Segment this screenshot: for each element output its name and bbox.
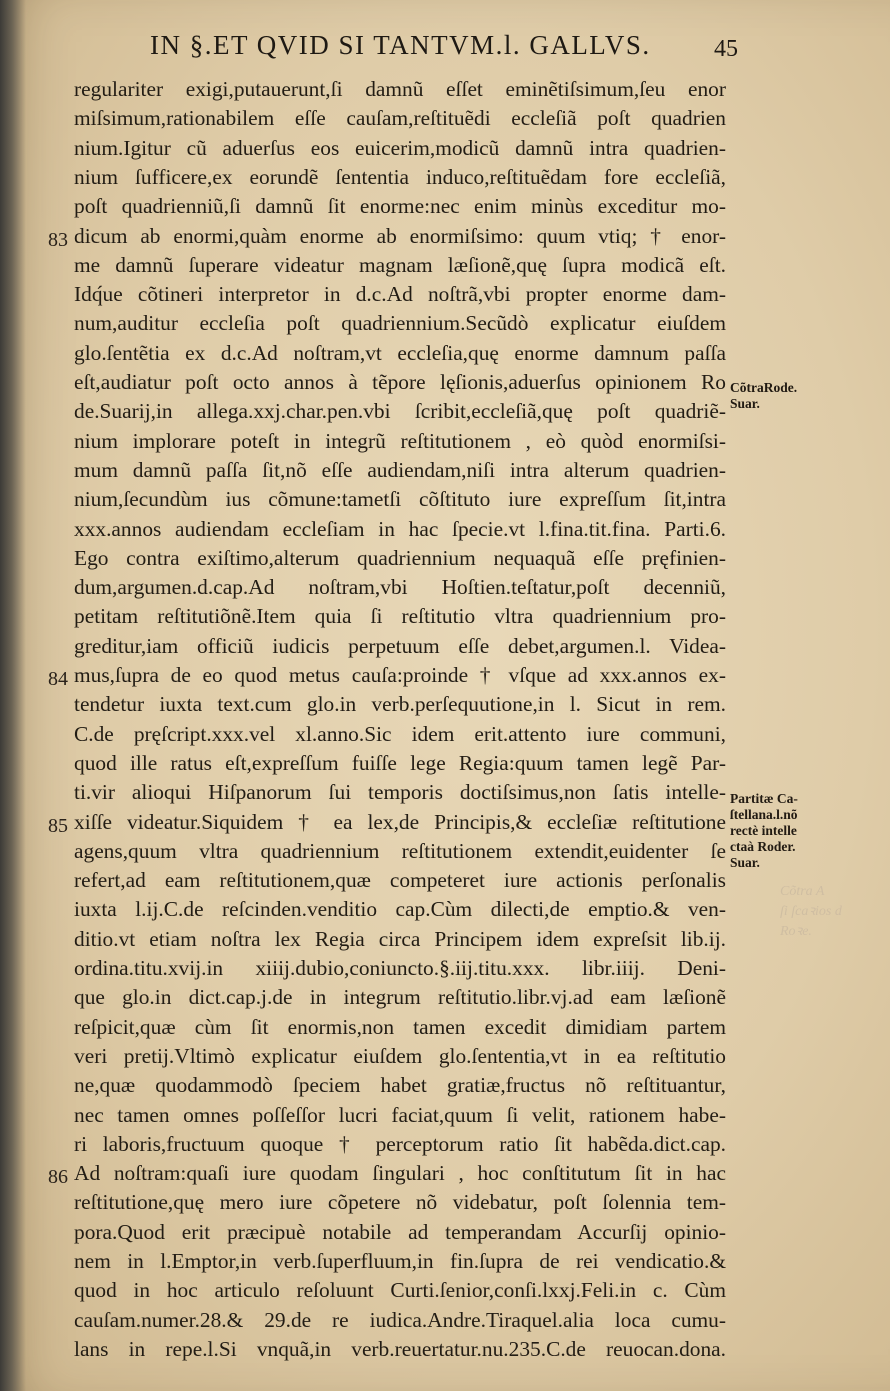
text-line: regulariter exigi,putauerunt,ſi damnũ eſſet eminẽtiſsimum,ſeu enor [74, 77, 726, 101]
text-line: petitam reſtitutiõnẽ.Item quia ſi reſtitutio vltra quadriennium pro- [74, 604, 726, 629]
text-line: refert,ad eam reſtitutionem,quæ competeret iure actionis perſonalis [74, 868, 726, 893]
text-line: nem in l.Emptor,in verb.ſuperfluum,in fin.ſupra de rei vendicatio.& [74, 1249, 726, 1273]
text-line: nium.Igitur cũ aduerſus eos euicerim,modicũ damnũ intra quadrien- [74, 135, 726, 160]
text-line: reſtitutione,quę mero iure cõpetere nõ videbatur, poſt ſolennia tem- [74, 1190, 726, 1215]
text-line: Ego contra exiſtimo,alterum quadriennium nequaquã eſſe pręfinien- [74, 545, 726, 570]
text-line: ordina.titu.xvij.in xiiij.dubio,coniuncto.§.iij.titu.xxx. libr.iiij. Deni- [74, 956, 726, 980]
text-line: C.de pręſcript.xxx.vel xl.anno.Sic idem erit.attento iure communi, [74, 721, 726, 746]
text-line: nium ſufficere,ex eorundẽ ſententia induco,reſtituẽdam fore eccleſiã, [74, 164, 726, 189]
text-line: ditio.vt etiam noſtra lex Regia circa Principem idem expreſsit lib.ij. [74, 926, 726, 951]
text-line: dicum ab enormi,quàm enorme ab enormiſsimo: quum vtiq; † enor- [74, 223, 726, 248]
text-line: mus,ſupra de eo quod metus cauſa:proinde † vſque ad xxx.annos ex- [74, 663, 726, 687]
text-line: lans in repe.l.Si vnquã,in verb.reuertatur.nu.235.C.de reuocan.dona. [74, 1336, 726, 1361]
text-line: miſsimum,rationabilem eſſe cauſam,reſtituẽdi eccleſiã poſt quadrien [74, 106, 726, 131]
text-line: nec tamen omnes poſſeſſor lucri faciat,quum ſi velit, rationem habe- [74, 1102, 726, 1127]
text-line: cauſam.numer.28.& 29.de re iudica.Andre.Tiraquel.alia loca cumu- [74, 1307, 726, 1332]
paragraph-number: 85 [48, 814, 68, 837]
text-line: Ad noſtram:quaſi iure quodam ſingulari , hoc conſtitutum ſit in hac [74, 1161, 726, 1186]
paragraph-number: 86 [48, 1166, 68, 1189]
text-line: de.Suarij,in allega.xxj.char.pen.vbi ſcribit,eccleſiã,quę poſt quadriẽ- [74, 399, 726, 424]
text-line: poſt quadrienniũ,ſi damnũ ſit enorme:nec enim minùs exceditur mo- [74, 194, 726, 219]
side-note: Partitæ Ca- ſtellana.l.nõ rectè intelle ctaà Roder. Suar. [730, 790, 798, 870]
text-line: agens,quum vltra quadriennium reſtitutionem extendit,euidenter ſe [74, 838, 726, 863]
binding-gutter [0, 0, 26, 1391]
text-line: tendetur iuxta text.cum glo.in verb.perſequutione,in l. Sicut in rem. [74, 692, 726, 717]
text-line: reſpicit,quæ cùm ſit enormis,non tamen excedit dimidiam partem [74, 1014, 726, 1039]
folio-number: 45 [714, 36, 738, 62]
text-line: pora.Quod erit præcipuè notabile ad temperandam Accurſij opinio- [74, 1219, 726, 1244]
text-line: ti.vir alioqui Hiſpanorum ſui temporis doctiſsimus,non ſatis intelle- [74, 780, 726, 805]
text-line: me damnũ ſuperare videatur magnam læſionẽ,quę ſupra modicã eſt. [74, 252, 726, 277]
text-line: veri pretij.Vltimò explicatur eiuſdem glo.ſententia,vt in ea reſtitutio [74, 1043, 726, 1068]
text-line: xiſſe videatur.Siquidem † ea lex,de Principis,& eccleſiæ reſtitutione [74, 809, 726, 834]
text-line: num,auditur eccleſia poſt quadriennium.Secũdò explicatur eiuſdem [74, 311, 726, 336]
text-line: quod in hoc articulo reſoluunt Curti.ſenior,conſi.lxxj.Feli.in c. Cùm [74, 1278, 726, 1303]
text-line: mum damnũ paſſa ſit,nõ eſſe audiendam,niſi intra alterum quadrien- [74, 457, 726, 482]
text-line: greditur,iam officiũ iudicis perpetuum eſſe debet,argumen.l. Videa- [74, 633, 726, 658]
text-line: que glo.in dict.cap.j.de in integrum reſtitutio.libr.vj.ad eam læſionẽ [74, 985, 726, 1010]
text-line: nium,ſecundùm ius cõmune:tametſi cõſtituto iure expreſſum ſit,intra [74, 487, 726, 512]
text-line: ne,quæ quodammodò ſpeciem habet gratiæ,fructus nõ reſtituantur, [74, 1073, 726, 1098]
paragraph-number: 84 [48, 668, 68, 690]
side-note: CõtraRode. Suar. [730, 380, 798, 412]
paragraph-number: 83 [48, 228, 68, 251]
text-line: dum,argumen.d.cap.Ad noſtram,vbi Hoſtien.teſtatur,poſt decenniũ, [74, 575, 726, 600]
text-line: Idq́ue cõtineri interpretor in d.c.Ad noſtrã,vbi propter enorme dam- [74, 282, 726, 307]
text-line: quod ille ratus eſt,expreſſum fuiſſe lege Regia:quum tamen legẽ Par- [74, 750, 726, 775]
text-line: eſt,audiatur poſt octo annos à tẽpore lęſionis,aduerſus opinionem Ro [74, 370, 726, 394]
text-line: glo.ſentẽtia ex d.c.Ad noſtram,vt eccleſia,quę enorme damnum paſſa [74, 340, 726, 365]
text-line: iuxta l.ij.C.de reſcinden.venditio cap.Cùm dilecti,de emptio.& ven- [74, 897, 726, 922]
running-title: IN §.ET QVID SI TANTVM.l. GALLVS. [150, 30, 651, 60]
text-line: ri laboris,fructuum quoque † perceptorum ratio ſit habẽda.dict.cap. [74, 1131, 726, 1156]
text-line: nium implorare poteſt in integrũ reſtitutionem , eò quòd enormiſsi- [74, 428, 726, 453]
text-line: xxx.annos audiendam eccleſiam in hac ſpecie.vt l.fina.tit.fina. Parti.6. [74, 516, 726, 541]
bleed-through-text: Cõtra A ſi ſcaꝛios d Roꝛe. [780, 884, 842, 939]
